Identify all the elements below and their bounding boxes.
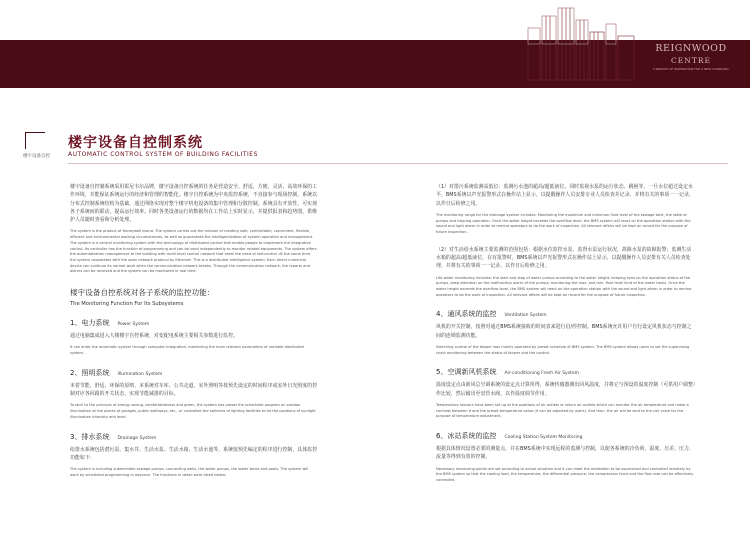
brand-logo: [642, 43, 740, 71]
brand-sub: CENTRE: [671, 56, 711, 65]
side-label: 楼宇设备自控: [23, 154, 50, 159]
drainage-item2-zh: （2）对生活给水系统主要监测的范围包括：根据水位监控水泵，监督水泵运行状况，故障水泵的故障报警；监测生活水箱的超高/超低液位，在有报警时，BMS系统以声光报警形式在操作站上显示，以提醒操作人员安排有关人员检查处理，并将有关的事项一一记录，以作日后检修之用。: [436, 246, 692, 270]
ventilation-heading-zh: 4、通风系统的监控: [436, 310, 497, 319]
building-skyline-illustration: [510, 6, 660, 86]
drainage-text-en: The system is including submersible sewage pumps, connecting wells, the water pumps, the water tanks and pools. The system will work by scheduled programming in advance. The functions in detail were listed below:: [70, 467, 309, 477]
drainage-system-heading: [70, 432, 318, 442]
ventilation-text-en: Switching control of the blower was mainly operated by preset schedule of BMS system. The BMS system allows users to set the supervising chain monitoring between the status of blower and the control.: [436, 345, 690, 355]
section-heading-en: The Monitoring Function For Its Subsystems: [70, 301, 184, 308]
drainage-heading-zh: 3、排水系统: [70, 432, 110, 441]
fresh-air-text-en: Temperature sensors have been set up at the positions of air outlets or return air outlets which can monitor the air temperature and make a contrast between it and the preset temperature value (it can be adjusted by users). And then, the air will be sent to the coil valve for the purpose of temperature adjustment.: [436, 403, 689, 419]
section-heading-zh: 楼宇设备自控系统对各子系统的监控功能：: [70, 288, 215, 298]
fresh-air-heading-en: Air-conditioning Fresh Air System: [504, 371, 579, 377]
cooling-text-zh: 根据具体情况设置必要的测量点，并在BMS系统中实现远程的监测与控制，以使各系统的冷负荷、温度、压差、压力、流量等得到有效的控制。: [436, 446, 694, 461]
cooling-text-en: Necessary measuring points are set according to actual situation and it can meet the realization to be supervised and controlled remotely by the BMS system so that the cooling load, the temperature, the differential pressure, the compression force and the flow rate can be effectively controlled.: [436, 466, 694, 483]
illumination-heading-en: Illumination System: [117, 371, 163, 377]
right-column: [436, 183, 696, 484]
power-text-en: It can enter the automatic system through computer integration, monitoring the main relevant parameters of variable distributed system.: [70, 345, 304, 356]
header-banner: [0, 0, 750, 82]
power-heading-zh: 1、电力系统: [70, 319, 110, 328]
fresh-air-system-heading: [436, 367, 696, 377]
illumination-text-zh: 本着节能、舒适、环保的原则，本系统对车库、公共走道、室外照明等按预先设定的时间程序或室外日光照度的控制对应各回路的开关状态，实现节能减排的目标。: [70, 382, 318, 398]
drainage-item1-en: The monitoring range for the drainage system includes: Monitoring the maximum and minimum fluid level of the sewage tank, the state of pumps and tripping operation. Once the water height exceeds the overflow level, the BMS system will react on the operation station with the sound and light alarm in order to remind operators to do the work of inspection. All relevant affairs will be kept on record for the purpose of future inspection.: [436, 212, 691, 234]
ventilation-heading-en: Ventilation System: [504, 313, 547, 319]
intro-text-zh: 楼宇设备自控制系统采用霍尼韦尔品牌，楼宇设备自控系统的任务是营造安全、舒适、方便、灵活、高效环保的工作环境，并能保证系统运行的经济和管理的智能化。楼宇自控系统为中央监控系统，不直接参与现场控制，系统以分布式控制系统结构为基础，通过网络实现对整个楼宇机电设备的集中管理和分散控制。系统具有开放性，可实现各子系统间的联动，提高运行效率。同时各类设备运行的数据均在工作站上实时显示，并提供报表和趋势图，供维护人员随时查看和分析处理。: [70, 184, 318, 224]
ventilation-system-heading: [436, 309, 696, 319]
left-column: [70, 183, 318, 479]
drainage-text-zh: 给排水系统包括潜污泵、集水井、生活水泵、生活水箱、生活水池等，系统按预先编定的程序进行控制，具体监控功能如下：: [70, 446, 318, 461]
fresh-air-heading-zh: 5、空调新风机系统: [436, 368, 497, 377]
drainage-item1-zh: （1）对排污系统监测高低位：监测污水池的超高/超低液位。同时监视水泵的运行状态、跳闸等，一旦水位超过设定水平，BMS系统以声光报警形式在操作站上显示，以提醒操作人员安排专业人员检查并记录，并将有关的事项一一记录，以作日后检修之用。: [436, 184, 694, 207]
page-title: 楼宇设备自控制系统: [68, 135, 203, 151]
power-text-zh: 通过电脑集成进入大楼楼宇自控系统，对变配电系统主要相关参数进行监控。: [70, 333, 238, 340]
cooling-heading-zh: 6、冰站系统的监控: [436, 432, 497, 441]
brand-name: REIGNWOOD: [655, 43, 727, 54]
power-heading-en: Power System: [117, 322, 150, 328]
cooling-heading-en: Cooling Station System Monitoring: [504, 435, 583, 441]
power-system-heading: [70, 318, 318, 328]
illumination-heading-zh: 2、照明系统: [70, 368, 110, 377]
fresh-air-text-zh: 温度设定点由新风总空调系统的设定点计算所得，系统传感器测出回风温度，并将它与预设的温度控制（可供用户调整）作比较，然后输出至盘管水阀，以作温度调节作用。: [436, 382, 696, 397]
ventilation-text-zh: 风机的开关控制，按照对通过BMS系统接收的时间表来进行启/停控制。BMS系统允许用户自行设定风机状态与控制之间的连锁监测功能。: [436, 324, 692, 339]
title-divider: [68, 163, 728, 164]
cooling-station-heading: [436, 431, 696, 441]
illumination-system-heading: [70, 368, 318, 378]
illumination-text-en: To stick to the principle of energy saving, comfortableness and green, the system has preset the scheduled program on outdoor illumination at the places of garages, public walkways, etc., or controlled the switches of lighting facilities to let the positions of sunlight illumination intensity and level.: [70, 403, 316, 419]
drainage-heading-en: Drainage System: [117, 435, 157, 441]
brand-tagline: A BREATH OF INSPIRATION FOR A NEW STANDARD: [653, 67, 729, 71]
intro-text-en: The system is the product of Honeywell brand. The system carries out the mission of creating safe, comfortable, convenient, flexible, efficient and environmental working circumstances, as well as guarantees the intelligentization of system operation and management. The system is a central monitoring system with the technology of distributed control that enable people to implement the integrative control. Its controller has the function of programming and can be used independently to monitor related equipments. The system offers the automatization management to the building with multi-level control network that meet the need of self-control. At the same time, the system cooperates with the open network protocol by Ethernet. This is a distributed intelligence system. Each direct numerical device can continue its normal work when the communication network breaks. Through the communication network, the reports and alarms can be received and the system can be monitored in real time.: [70, 229, 317, 274]
side-corner-mark: [25, 132, 45, 149]
page-subtitle: AUTOMATIC CONTROL SYSTEM OF BUILDING FACILITIES: [68, 151, 258, 158]
drainage-item2-en: Life water monitoring includes: the start and stop of water pumps according to the water height; keeping eyes on the operation status of the pumps, keep attention on the malfunction alarm of the pumps; monitoring the max. and min. fluid level limit of the water tanks. Once the water height exceeds the overflow level, the BMS system will react on the operation station with the sound and light alarm in order to remind operators to do the work of inspection. All relevant affairs will be kept on record for the purpose of future inspection.: [436, 275, 692, 297]
